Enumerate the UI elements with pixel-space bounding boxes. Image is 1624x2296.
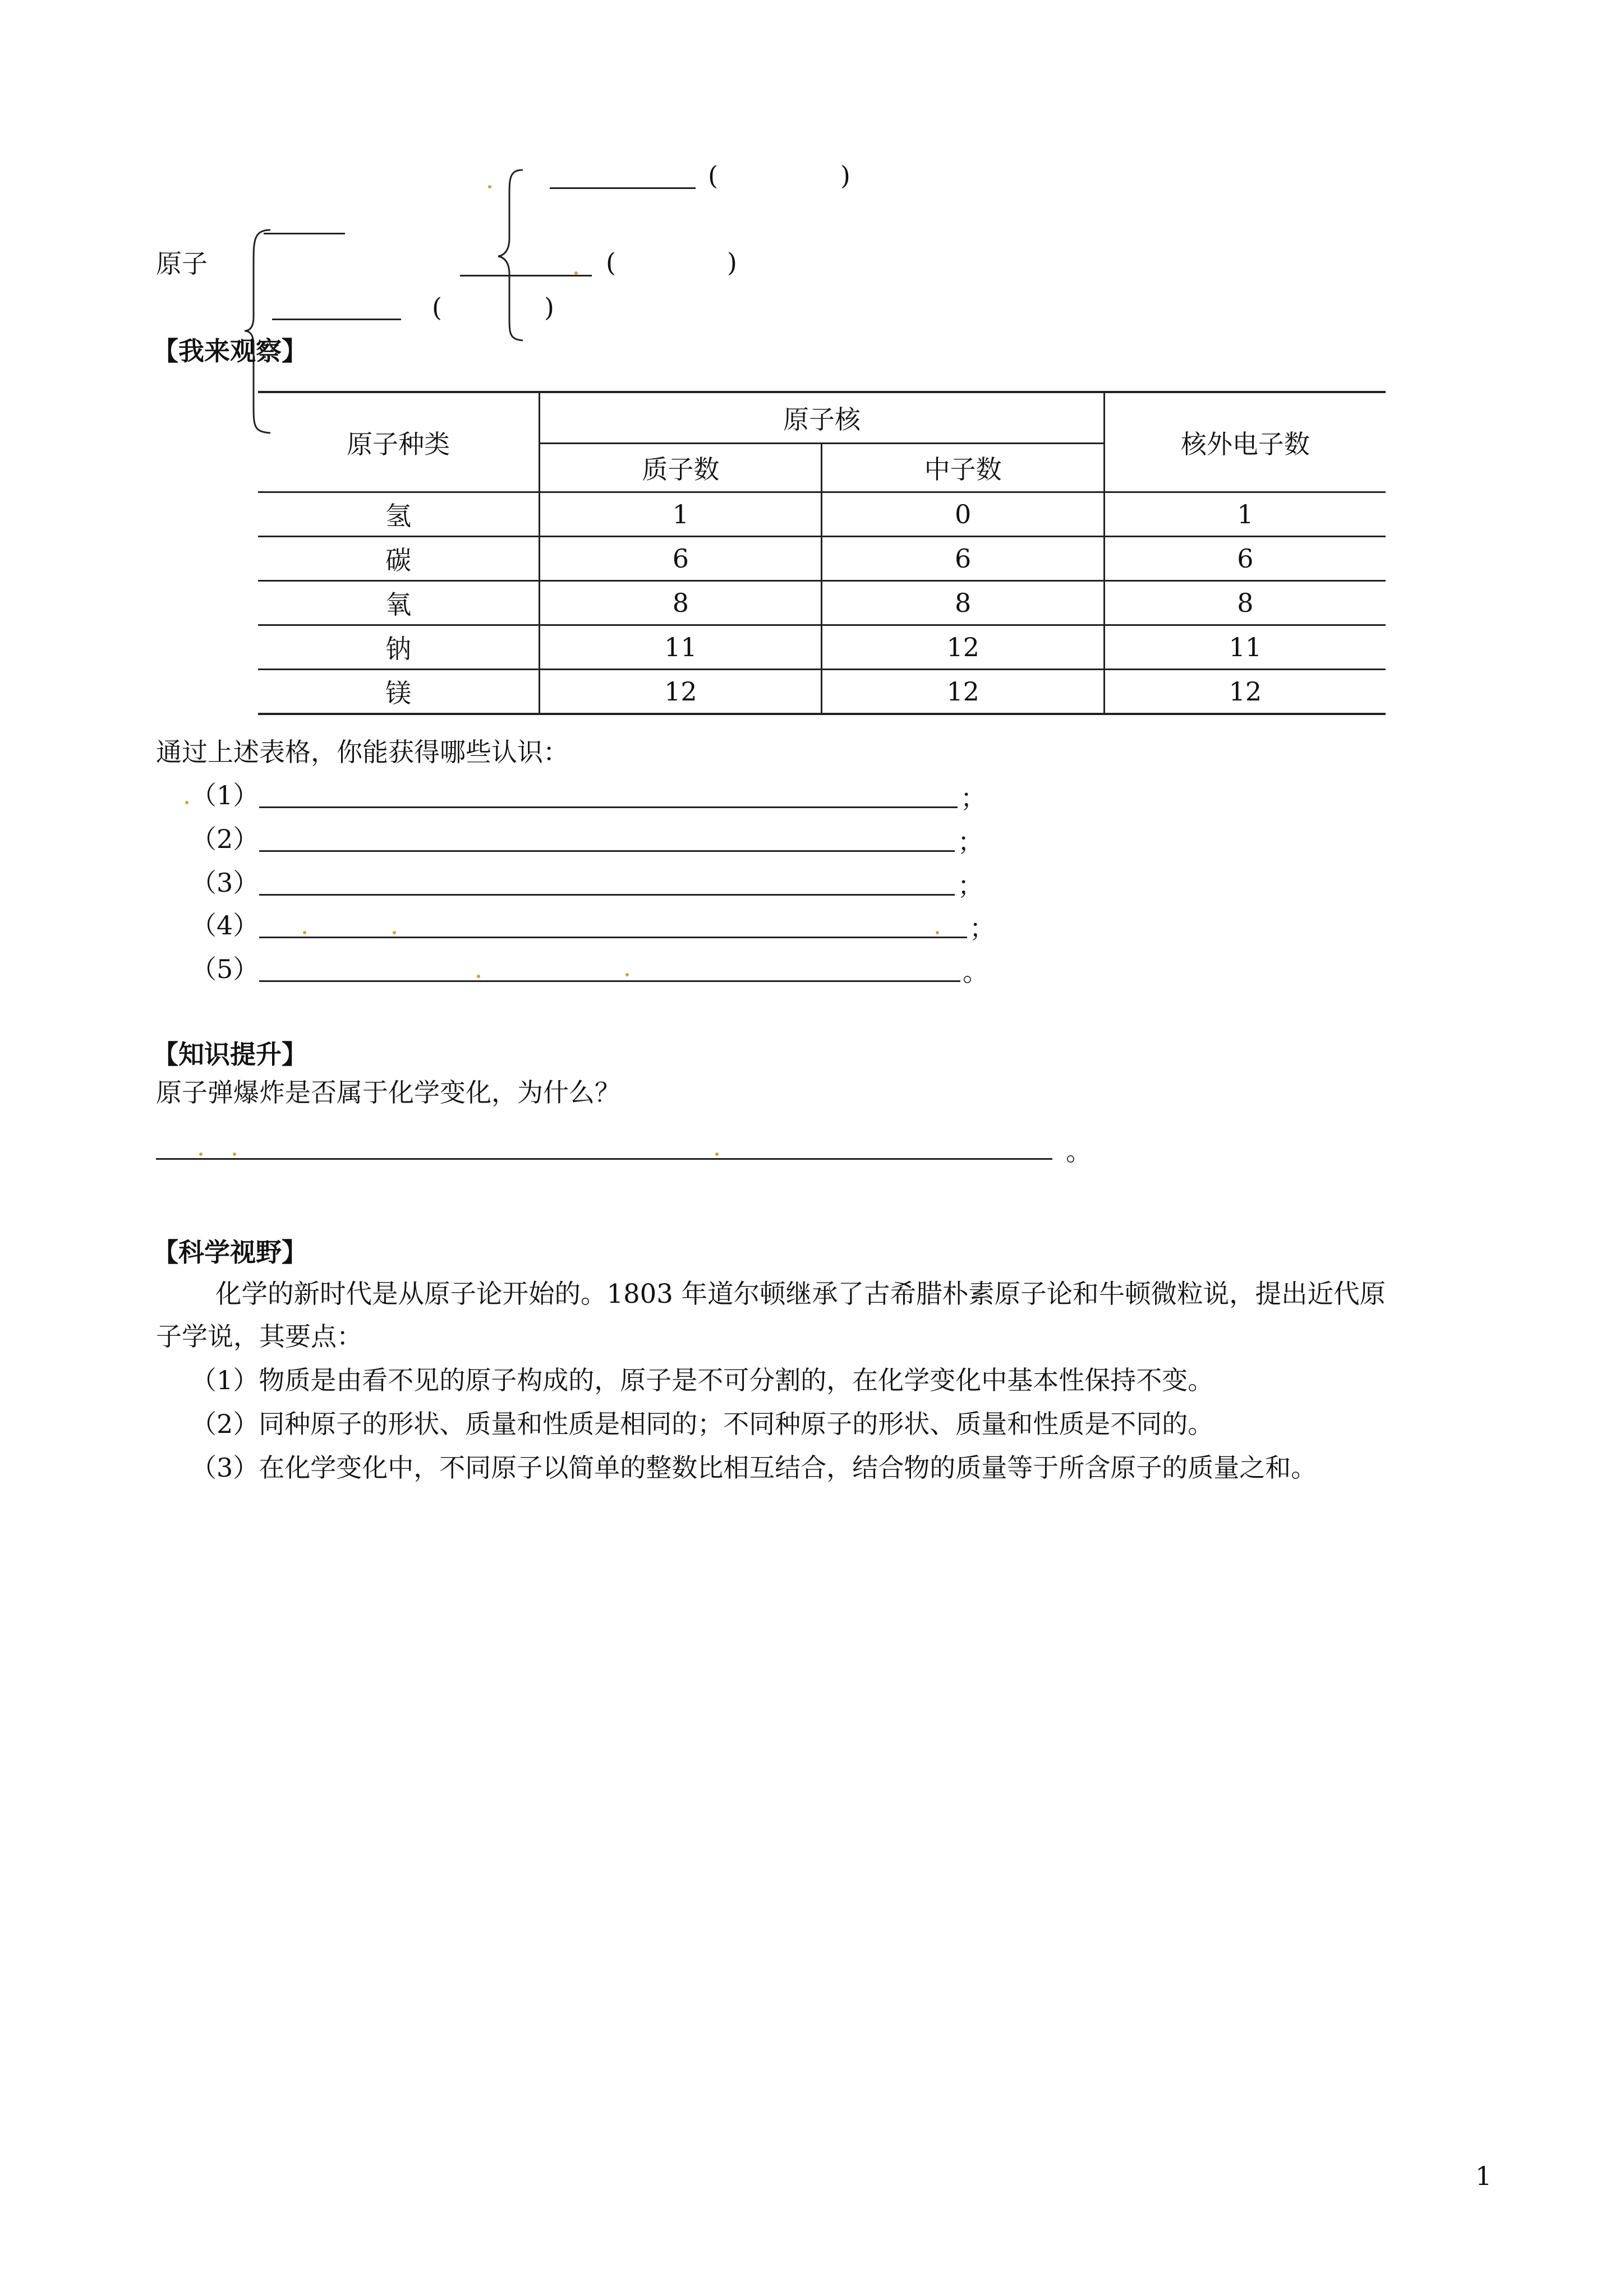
cell-neutrons: 12 xyxy=(822,670,1104,714)
header-atom-type: 原子种类 xyxy=(258,392,540,492)
speck-dot xyxy=(574,271,578,275)
section-heading-science: 【科学视野】 xyxy=(153,1237,307,1267)
answer-end-mark: ； xyxy=(969,913,995,943)
blank-atom-part-1[interactable] xyxy=(264,233,345,234)
paren-open: ( xyxy=(606,247,616,278)
cell-electrons: 1 xyxy=(1104,492,1386,537)
speck-dot xyxy=(199,1152,203,1156)
table-header-row xyxy=(258,392,1386,444)
table-row xyxy=(258,537,1386,581)
table-row xyxy=(258,670,1386,714)
cell-electrons: 11 xyxy=(1104,625,1386,670)
speck-dot xyxy=(303,931,306,934)
science-paragraph-line1: 化学的新时代是从原子论开始的。1803 年道尔顿继承了古希腊朴素原子论和牛顿微粒说，提出近代原 xyxy=(215,1279,1386,1309)
answer-end-mark: ； xyxy=(958,870,983,901)
answer-end-mark: 。 xyxy=(963,957,988,987)
speck-dot xyxy=(233,1152,236,1156)
paren-close: ) xyxy=(840,160,850,191)
atom-table xyxy=(258,391,1386,715)
speck-dot xyxy=(625,973,629,976)
cell-protons: 11 xyxy=(540,625,822,670)
answer-label: （3） xyxy=(191,868,259,898)
answer-end-mark: ； xyxy=(960,783,986,813)
science-paragraph-line2: 子学说，其要点： xyxy=(156,1321,362,1352)
header-nucleus: 原子核 xyxy=(540,392,1105,444)
cell-neutrons: 8 xyxy=(822,581,1104,625)
page-number: 1 xyxy=(1475,2161,1492,2191)
right-brace-icon xyxy=(494,165,527,345)
cell-atom-name: 碳 xyxy=(258,537,540,581)
answer-label: （1） xyxy=(191,780,259,810)
science-point: （2）同种原子的形状、质量和性质是相同的；不同种原子的形状、质量和性质是不同的。 xyxy=(191,1409,1214,1439)
cell-atom-name: 氢 xyxy=(258,492,540,537)
speck-dot xyxy=(477,975,480,978)
cell-atom-name: 钠 xyxy=(258,625,540,670)
table-row xyxy=(258,581,1386,625)
section-heading-knowledge: 【知识提升】 xyxy=(153,1039,307,1069)
cell-protons: 6 xyxy=(540,537,822,581)
table-row xyxy=(258,625,1386,670)
science-point: （3）在化学变化中，不同原子以简单的整数比相互结合，结合物的质量等于所含原子的质量之和。 xyxy=(191,1453,1317,1483)
speck-dot xyxy=(185,801,188,804)
speck-dot xyxy=(936,931,939,934)
cell-electrons: 12 xyxy=(1104,670,1386,714)
cell-protons: 1 xyxy=(540,492,822,537)
cell-neutrons: 12 xyxy=(822,625,1104,670)
answer-line-4[interactable] xyxy=(259,937,967,938)
answer-line-3[interactable] xyxy=(259,894,955,896)
header-electrons: 核外电子数 xyxy=(1104,392,1386,492)
cell-atom-name: 氧 xyxy=(258,581,540,625)
answer-end-mark: ； xyxy=(958,827,983,857)
knowledge-question: 原子弹爆炸是否属于化学变化，为什么？ xyxy=(156,1077,620,1108)
knowledge-end-mark: 。 xyxy=(1066,1136,1092,1167)
speck-dot xyxy=(488,185,491,188)
paren-open: ( xyxy=(432,292,442,322)
blank-atom-part-2[interactable] xyxy=(272,319,401,320)
cell-protons: 8 xyxy=(540,581,822,625)
answer-label: （4） xyxy=(191,910,259,940)
science-point: （1）物质是由看不见的原子构成的，原子是不可分割的，在化学变化中基本性保持不变。 xyxy=(191,1365,1214,1395)
cell-electrons: 6 xyxy=(1104,537,1386,581)
cell-electrons: 8 xyxy=(1104,581,1386,625)
cell-neutrons: 6 xyxy=(822,537,1104,581)
header-neutrons: 中子数 xyxy=(822,444,1104,492)
answer-label: （5） xyxy=(191,954,259,984)
header-protons: 质子数 xyxy=(540,444,822,492)
answer-label: （2） xyxy=(191,824,259,854)
paren-open: ( xyxy=(708,160,718,191)
paren-close: ) xyxy=(544,292,554,322)
answer-line-2[interactable] xyxy=(259,850,955,852)
cell-atom-name: 镁 xyxy=(258,670,540,714)
table-row xyxy=(258,492,1386,537)
section-heading-observe: 【我来观察】 xyxy=(153,336,307,366)
speck-dot xyxy=(715,1152,719,1156)
speck-dot xyxy=(393,931,396,934)
answer-line-5[interactable] xyxy=(259,980,960,982)
blank-nucleus-part-1[interactable] xyxy=(550,187,696,189)
cell-neutrons: 0 xyxy=(822,492,1104,537)
observe-question: 通过上述表格，你能获得哪些认识： xyxy=(156,737,569,767)
knowledge-answer-line[interactable] xyxy=(156,1158,1052,1160)
answer-line-1[interactable] xyxy=(259,806,958,808)
cell-protons: 12 xyxy=(540,670,822,714)
paren-close: ) xyxy=(727,247,737,278)
atom-label: 原子 xyxy=(156,248,208,279)
blank-nucleus[interactable] xyxy=(460,275,592,276)
